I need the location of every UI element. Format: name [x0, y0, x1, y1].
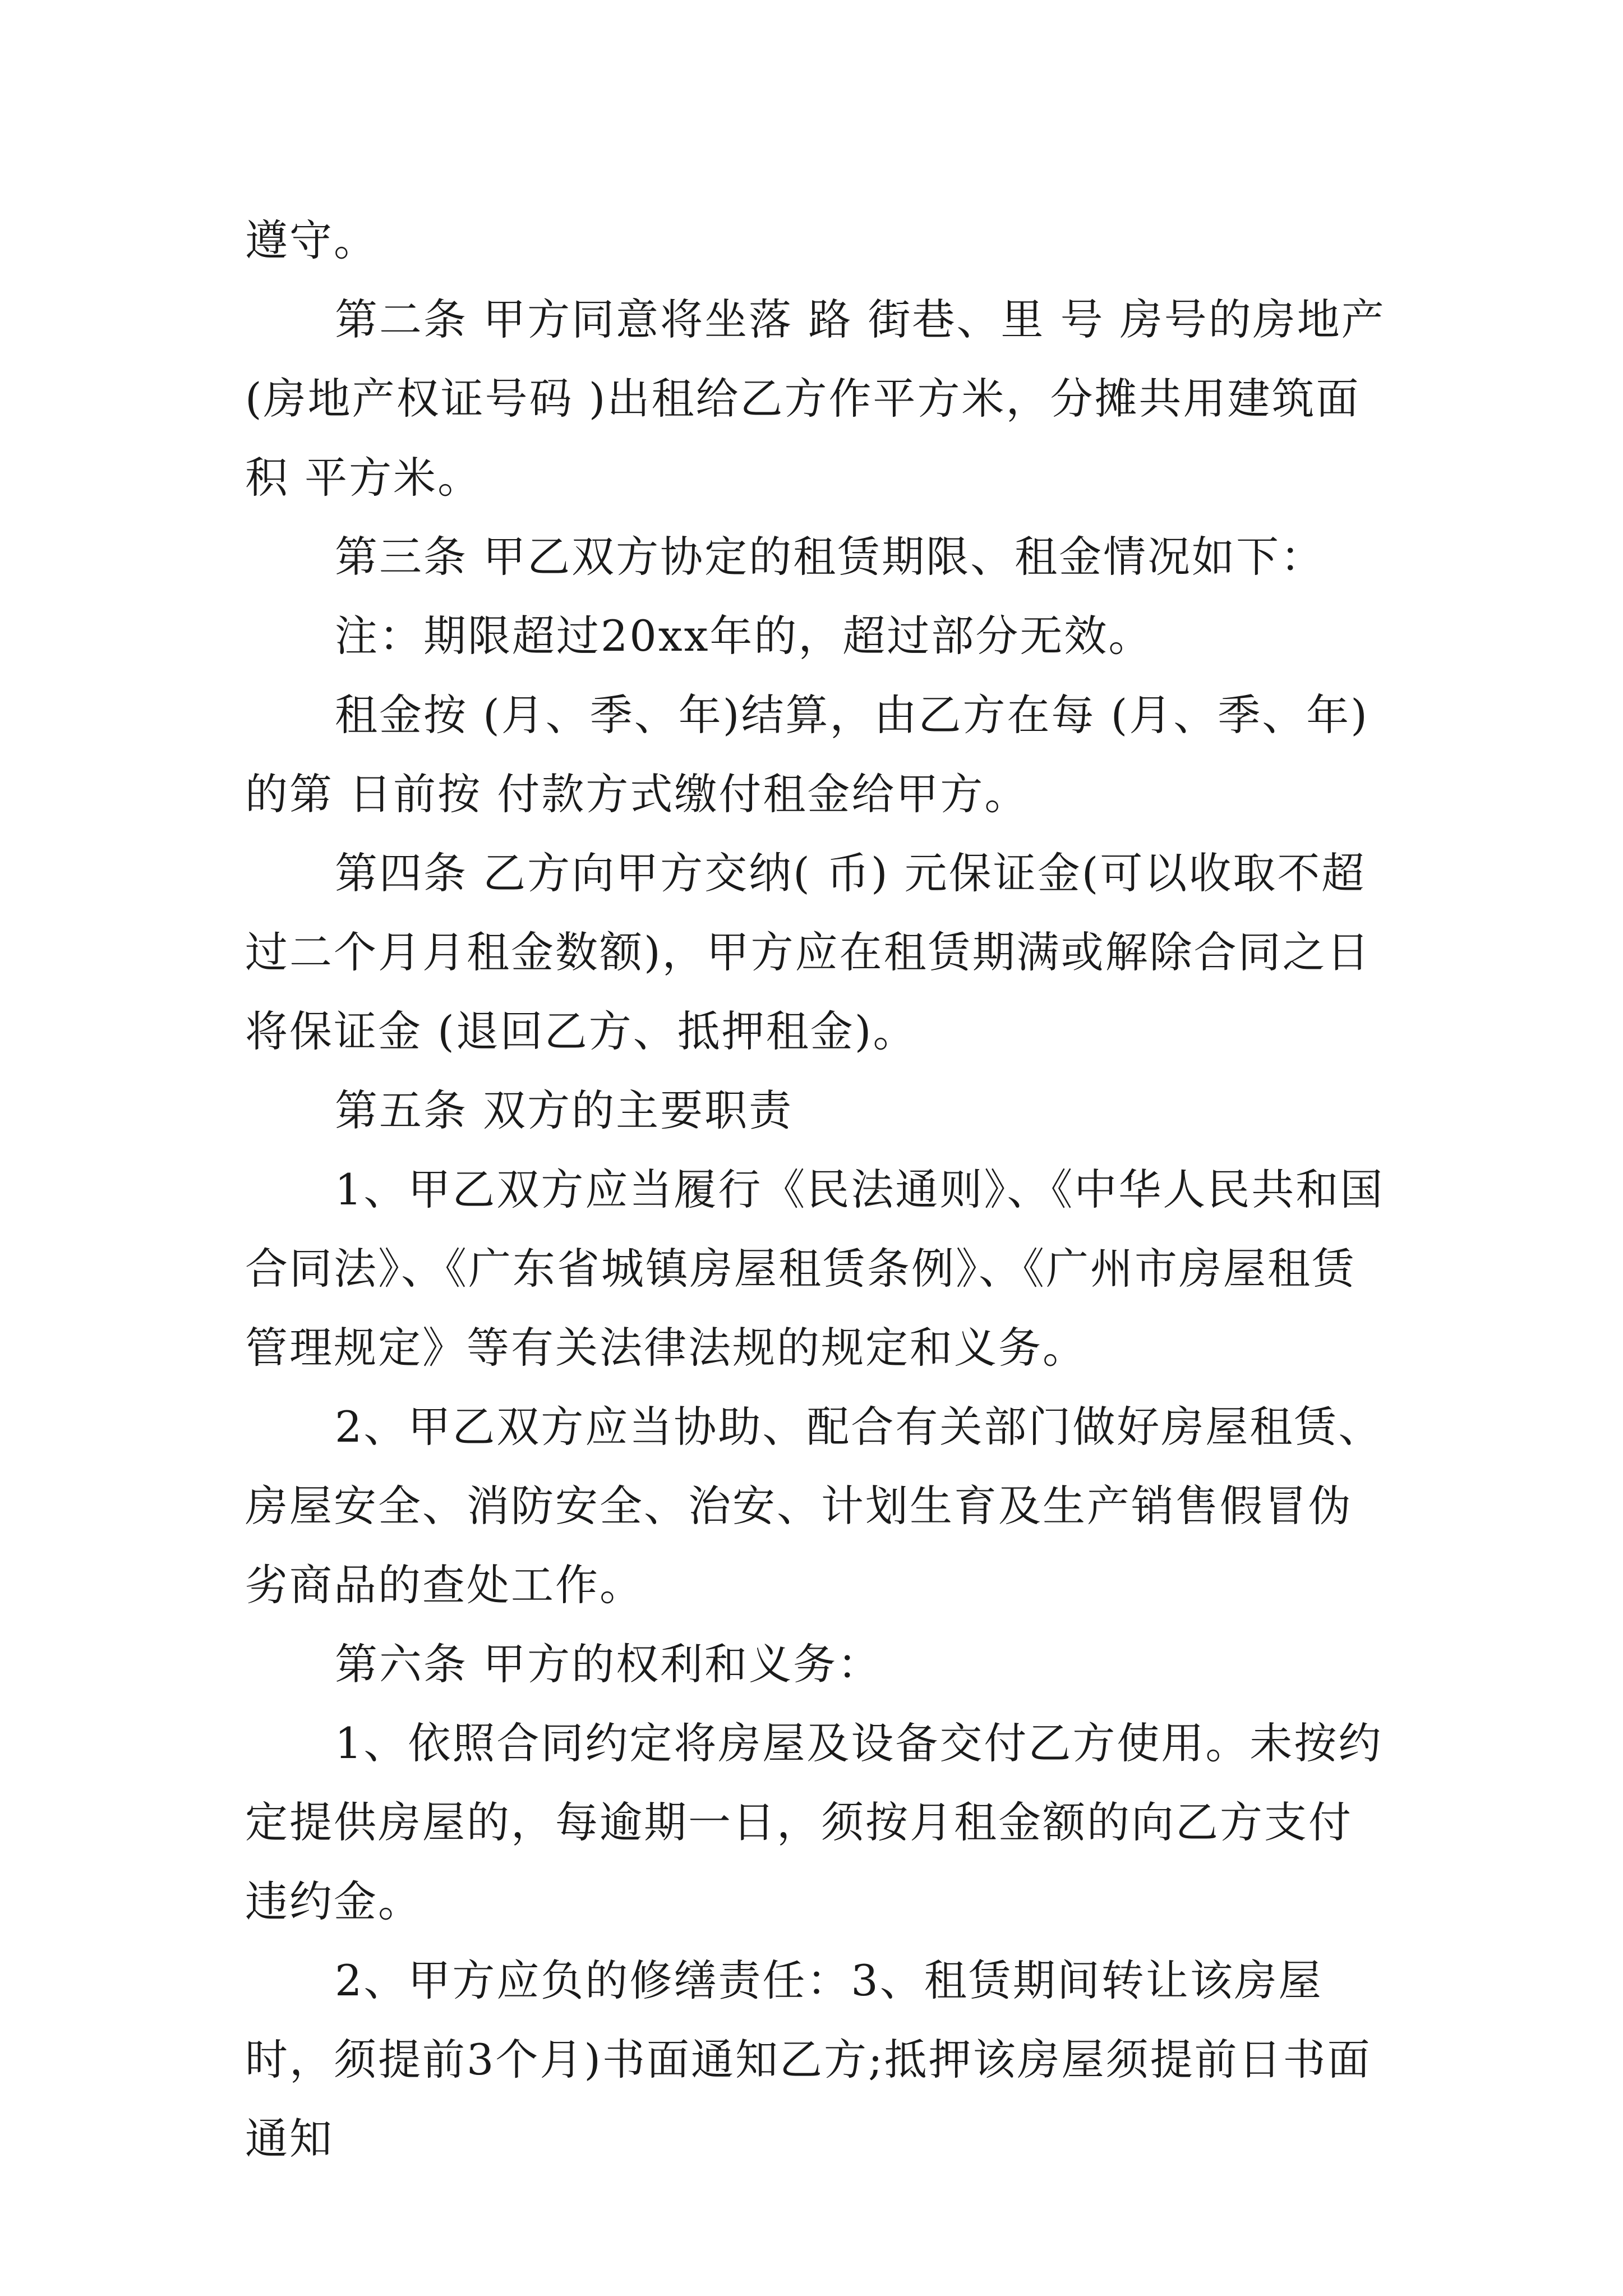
paragraph-article-6: 第六条 甲方的权利和义务：: [335, 1639, 882, 1689]
paragraph-article-3: 第三条 甲乙双方协定的租赁期限、租金情况如下：: [335, 532, 1325, 582]
paragraph-article-6-item-1: 1、依照合同约定将房屋及设备交付乙方使用。未按约定提供房屋的，每逾期一日，须按月租金额的向乙方支付违约金。: [245, 1718, 1383, 1926]
document-body: [245, 201, 1389, 2178]
paragraph-article-2: 第二条 甲方同意将坐落 路 街巷、里 号 房号的房地产(房地产权证号码 )出租给乙方作平方米，分摊共用建筑面积 平方米。: [245, 295, 1386, 503]
paragraph-article-6-item-2: 2、甲方应负的修缮责任：3、租赁期间转让该房屋时，须提前3个月)书面通知乙方;抵押该房屋须提前日书面通知: [245, 1955, 1372, 2164]
paragraph-article-5-item-2: 2、甲乙双方应当协助、配合有关部门做好房屋租赁、房屋安全、消防安全、治安、计划生育及生产销售假冒伪劣商品的查处工作。: [245, 1402, 1383, 1610]
paragraph-article-5: 第五条 双方的主要职责: [335, 1085, 794, 1135]
paragraph-rent-payment: 租金按 (月、季、年)结算，由乙方在每 (月、季、年)的第 日前按 付款方式缴付租金给甲方。: [245, 690, 1369, 819]
paragraph-note: 注：期限超过20xx年的，超过部分无效。: [335, 611, 1153, 661]
paragraph-article-5-item-1: 1、甲乙双方应当履行《民法通则》、《中华人民共和国合同法》、《广东省城镇房屋租赁条例》、《广州市房屋租赁管理规定》等有关法律法规的规定和义务。: [245, 1165, 1385, 1373]
paragraph-article-4: 第四条 乙方向甲方交纳( 币) 元保证金(可以收取不超过二个月月租金数额)，甲方应在租赁期满或解除合同之日将保证金 (退回乙方、抵押租金)。: [245, 848, 1371, 1056]
paragraph-continuation: 遵守。: [245, 215, 378, 265]
